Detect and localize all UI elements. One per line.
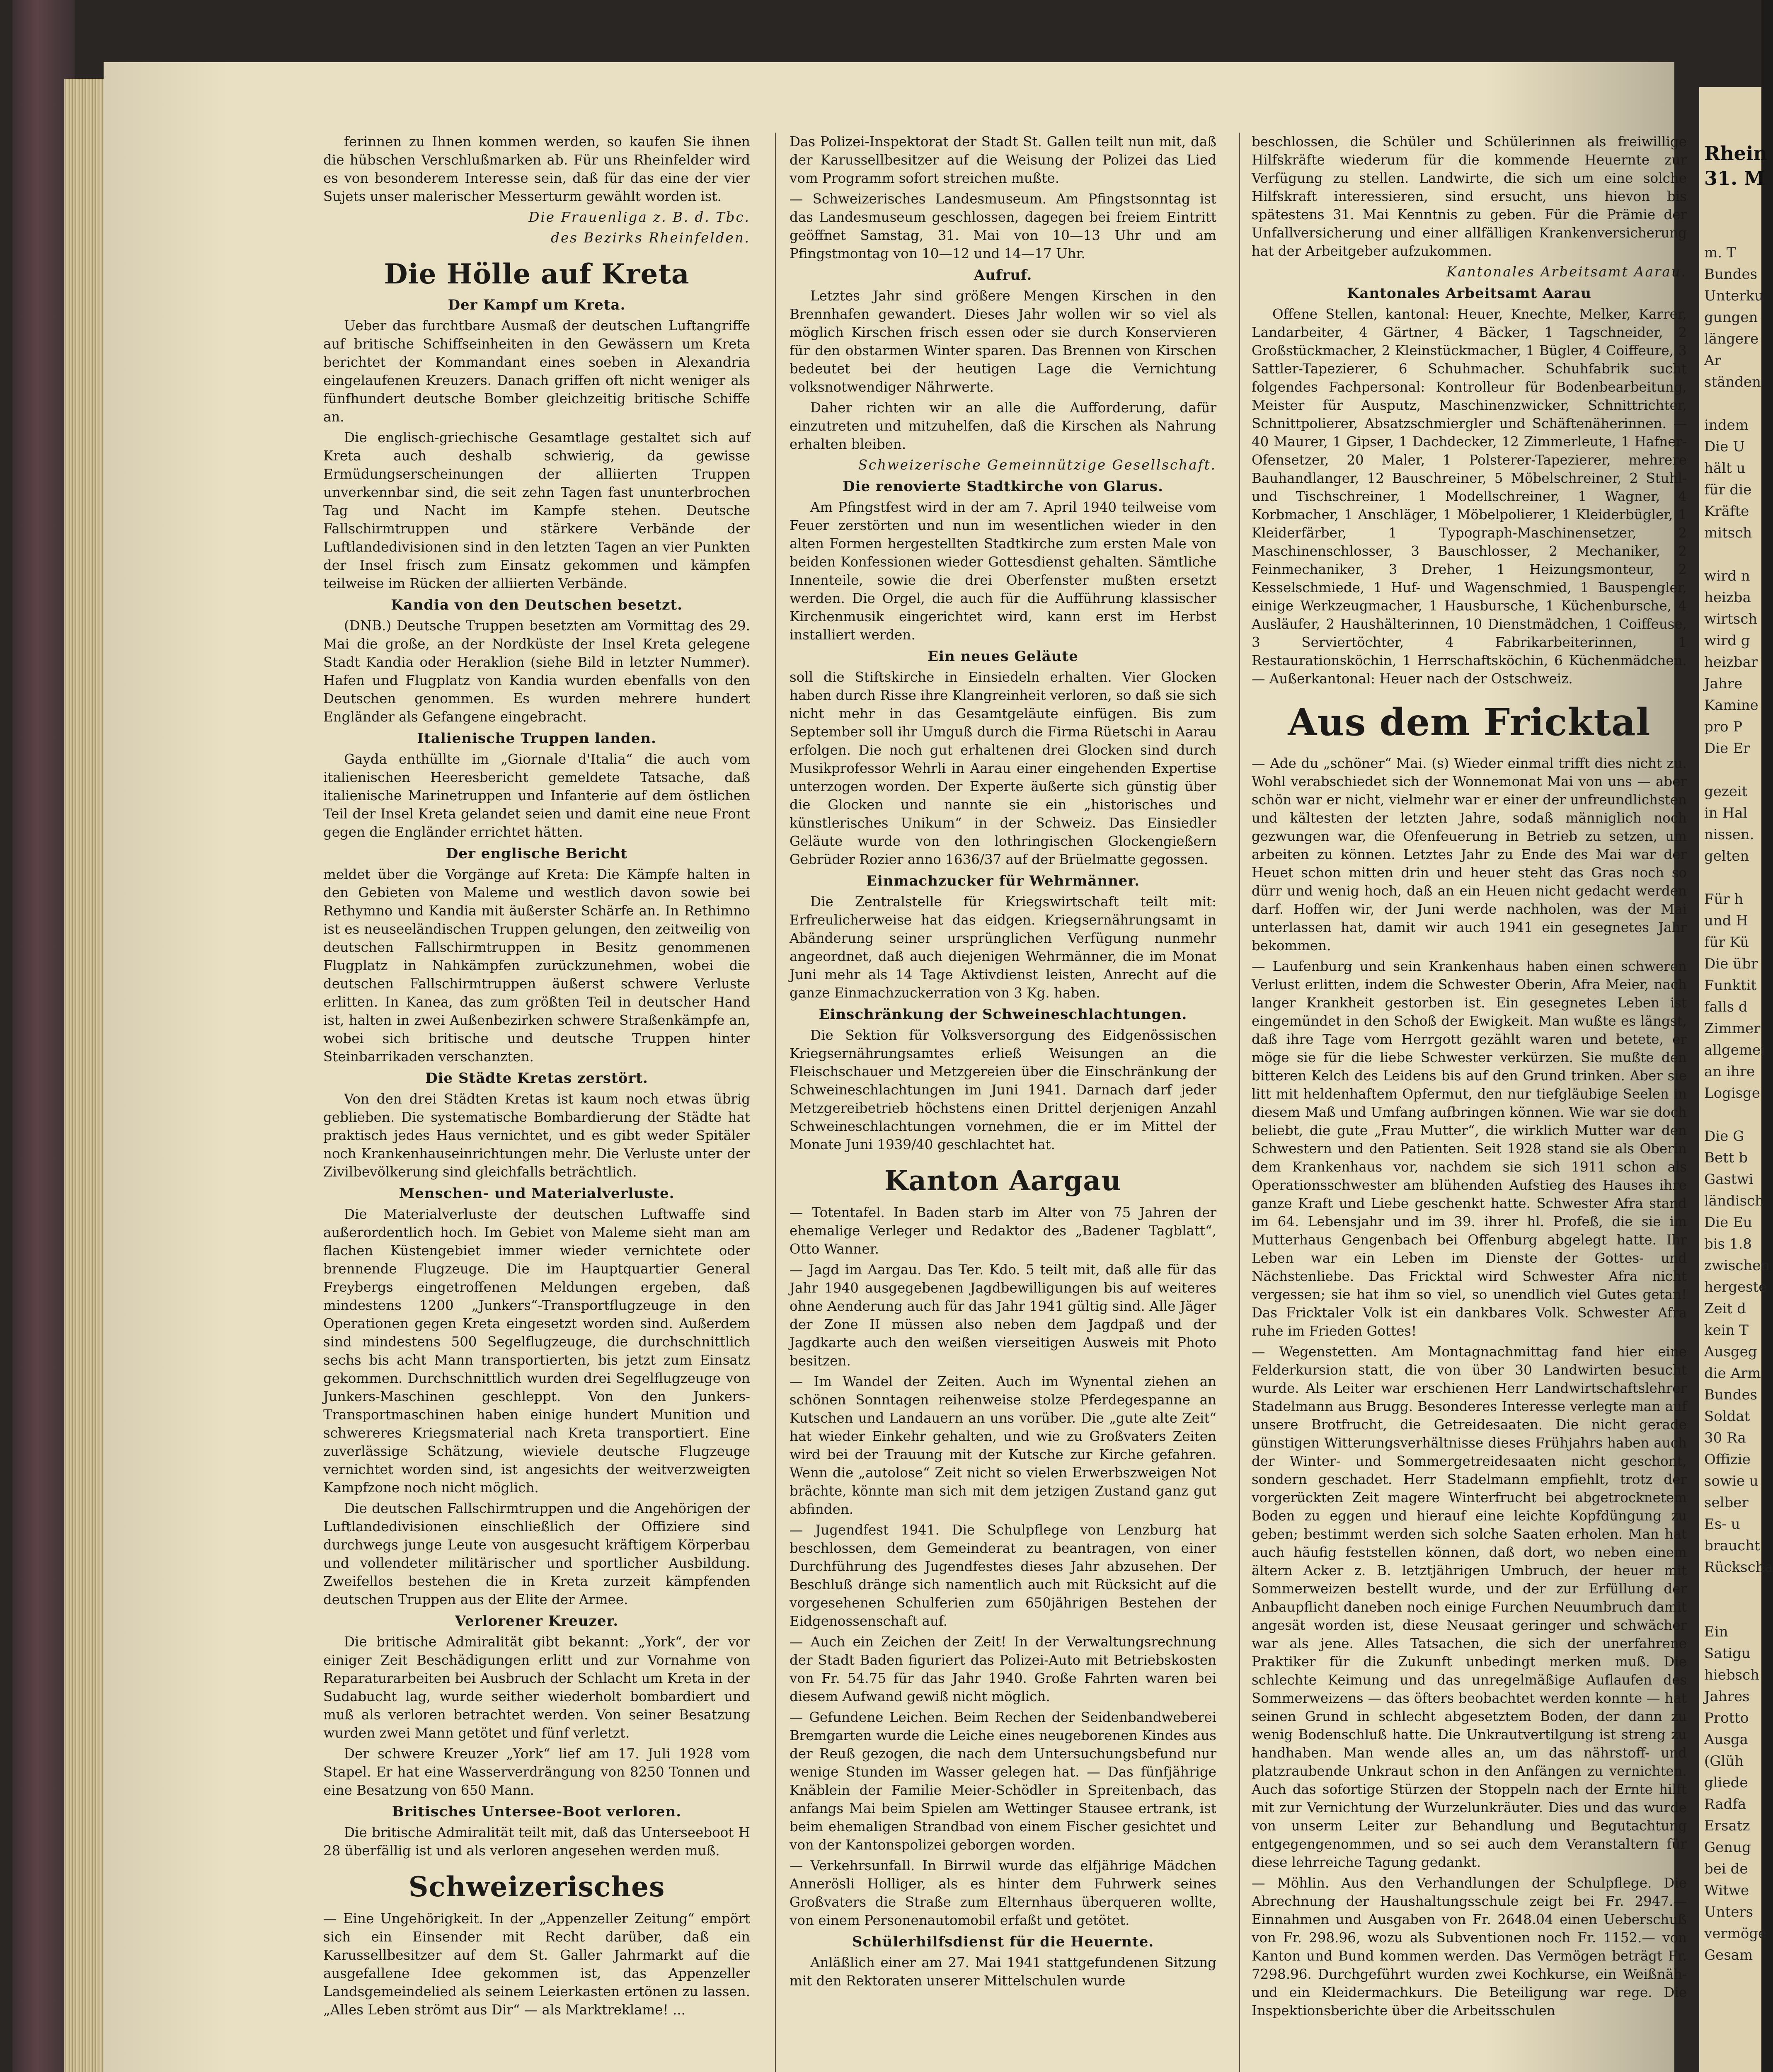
next-page-line: allgemei <box>1704 1042 1766 1058</box>
paragraph: — Verkehrsunfall. In Birrwil wurde das elfjährige Mädchen Annerösli Holliger, als es hinter dem Fuhrwerk seines Großvaters die Straße zum Elternhaus überqueren wollte, von einem Personenautomobil erfaßt und getötet. <box>790 1858 1216 1928</box>
paragraph: Am Pfingstfest wird in der am 7. April 1940 teilweise vom Feuer zerstörten und nun im wesentlichen wieder in den alten Formen hergestellten Stadtkirche zum ersten Male von beiden Konfessionen wieder Gottesdienst gehalten. Sämtliche Innenteile, sowie die drei Oberfenster mußten ersetzt werden. Die Orgel, die auch für die Aufführung klassischer Kirchenmusik eingerichtet wird, kann erst im Herbst installiert werden. <box>790 499 1216 643</box>
next-page-line: Kräfte <box>1704 503 1749 520</box>
next-page-line: bei de <box>1704 1861 1748 1877</box>
next-page-line: für Kü <box>1704 934 1749 951</box>
subheading: Ein neues Geläute <box>928 648 1078 665</box>
column-1 <box>323 133 750 2072</box>
next-page-line: hergeste <box>1704 1279 1767 1295</box>
next-page-line: kein T <box>1704 1322 1749 1339</box>
paragraph: soll die Stiftskirche in Einsiedeln erhalten. Vier Glocken haben durch Risse ihre Klangreinheit verloren, so daß sie sich nicht mehr in das Gesamtgeläute einfügen. Bis zum September soll ihr Umguß durch die Firma Rüetschi in Aarau erfolgen. Die noch gut erhaltenen drei Glocken sind durch Musikprofessor Wehrli in Aarau einer eingehenden Expertise unterzogen worden. Der Experte äußerte sich günstig über die Glocken und nannte sie ein „historisches und künstlerisches Unikum“ in der Schweiz. Das Einsiedler Geläute wurde von den lothringischen Glockengießern Gebrüder Rozier anno 1636/37 auf der Brüelmatte gegossen. <box>790 669 1216 867</box>
next-page-line: Zeit d <box>1704 1300 1746 1317</box>
next-page-line <box>1699 1104 1761 1126</box>
next-page-header-1: Rhein <box>1704 142 1767 165</box>
paragraph: Die Materialverluste der deutschen Luftwaffe sind außerordentlich hoch. Im Gebiet von Maleme sieht man am flachen Küstengebiet immer wieder vernichtete oder brennende Flugzeuge. Die im Hauptquartier General Freybergs eingetroffenen Meldungen ergeben, daß mindestens 1200 „Junkers“-Transportflugzeuge in den Operationen gegen Kreta eingesetzt worden sind. Außerdem sind mindestens 500 Segelflugzeuge, die durchschnittlich sechs bis acht Mann transportierten, bis jetzt zum Einsatz gekommen. Durchschnittlich wurden drei Segelflugzeuge von Junkers-Maschinen geschleppt. Von den Junkers-Transportmaschinen haben einige hundert Munition und schwereres Kriegsmaterial nach Kreta transportiert. Eine zuverlässige Schätzung, wieviele deutsche Flugzeuge vernichtet worden sind, ist angesichts der weitverzweigten Kampfzone noch nicht möglich. <box>323 1206 750 1496</box>
next-page-line: Jahres <box>1704 1688 1750 1705</box>
section-headline: Schweizerisches <box>408 1871 665 1903</box>
paragraph: — Jagd im Aargau. Das Ter. Kdo. 5 teilt mit, daß alle für das Jahr 1940 ausgegebenen Jagdbewilligungen bis auf weiteres ohne Aenderung auch für das Jahr 1941 gültig sind. Alle Jäger der Zone II müssen also neben dem Jagdpaß und der Jagdkarte auch den weißen vierseitigen Ausweis mit Photo besitzen. <box>790 1262 1216 1369</box>
next-page-line: Gesam <box>1704 1947 1753 1963</box>
next-page-line: Radfa <box>1704 1796 1746 1813</box>
next-page-line: heizba <box>1704 589 1751 606</box>
next-page-line: Unters <box>1704 1904 1754 1920</box>
paragraph: Offene Stellen, kantonal: Heuer, Knechte, Melker, Karrer, Landarbeiter, 4 Gärtner, 4 Bäcker, 1 Tagschneider, 2 Großstückmacher, 2 Kleinstückmacher, 1 Bügler, 4 Coiffeure, 3 Sattler-Tapezierer, 6 Schuhmacher. Schuhfabrik sucht folgendes Fachpersonal: Kontrolleur für Bodenbearbeitung, Meister für Ausputz, Maschinenzwicker, Schnittrichter, Schnittpolierer, Absatzschmiergler und Schäftenäherinnen. — 40 Maurer, 1 Gipser, 1 Dachdecker, 12 Zimmerleute, 1 Hafner-Ofensetzer, 20 Maler, 1 Polsterer-Tapezierer, mehrere Bauhandlanger, 12 Bauschreiner, 5 Möbelschreiner, 2 Stuhl- und Tischschreiner, 1 Modellschreiner, 1 Wagner, 4 Korbmacher, 1 Anschläger, 1 Möbelpolierer, 1 Kleiderbügler, 1 Kleiderfärber, 1 Typograph-Maschinensetzer, 2 Maschinenschlosser, 3 Bauschlosser, 2 Mechaniker, 2 Feinmechaniker, 3 Dreher, 1 Heizungsmonteur, 2 Kesselschmiede, 1 Huf- und Wagenschmied, 1 Bauspengler, einige Werkzeugmacher, 1 Hausbursche, 1 Küchenbursche, 4 Ausläufer, 2 Haushälterinnen, 10 Dienstmädchen, 1 Coiffeuse, 3 Serviertöchter, 4 Fabrikarbeiterinnen, 1 Restaurationsköchin, 1 Herrschaftsköchin, 6 Küchenmädchen. — Außerkantonal: Heuer nach der Ostschweiz. <box>1252 306 1687 687</box>
subheading: Schülerhilfsdienst für die Heuernte. <box>852 1934 1154 1950</box>
next-page-line: Bundes <box>1704 266 1758 283</box>
next-page-line: Die U <box>1704 438 1745 455</box>
paragraph: Gayda enthüllte im „Giornale d'Italia“ die auch vom italienischen Heeresbericht gemeldete Tatsache, daß italienische Marinetruppen und Infanterie auf dem östlichen Teil der Insel Kreta gelandet seien und damit eine neue Front gegen die Engländer errichtet hätten. <box>323 751 750 840</box>
subheading: Kantonales Arbeitsamt Aarau <box>1347 285 1592 302</box>
next-page-line: und H <box>1704 913 1749 929</box>
next-page-line: hält u <box>1704 460 1746 477</box>
paragraph: (DNB.) Deutsche Truppen besetzten am Vormittag des 29. Mai die große, an der Nordküste der Insel Kreta gelegene Stadt Kandia oder Heraklion (siehe Bild in letzter Nummer). Hafen und Flugplatz von Kandia wurden ebenfalls von den Deutschen genommen. Es wurden mehrere hundert Engländer als Gefangene eingebracht. <box>323 618 750 725</box>
next-page-line: Witwe <box>1704 1882 1749 1899</box>
next-page-line: hiebsch <box>1704 1667 1760 1683</box>
subheading: Kandia von den Deutschen besetzt. <box>391 597 683 613</box>
next-page-line: Satigu <box>1704 1645 1751 1662</box>
next-page-line: mitsch <box>1704 525 1752 541</box>
paragraph: — Eine Ungehörigkeit. In der „Appenzeller Zeitung“ empört sich ein Einsender mit Recht darüber, daß ein Karussellbesitzer auf dem St. Galler Jahrmarkt auf die ausgefallene Idee gekommen ist, das Appenzeller Landsgemeindelied als seinem Leierkasten ertönen zu lassen. „Alles Leben strömt aus Dir“ — als Marktreklame! ... <box>323 1911 750 2018</box>
next-page-line: Genug <box>1704 1839 1751 1856</box>
next-page-line: gungen <box>1704 309 1758 326</box>
column-2 <box>790 133 1216 2072</box>
paragraph: Die britische Admiralität teilt mit, daß das Unterseeboot H 28 überfällig ist und als verloren angesehen werden muß. <box>323 1825 750 1859</box>
next-page-line: bis 1.8 <box>1704 1236 1752 1252</box>
next-page-line: (Glüh <box>1704 1753 1744 1769</box>
next-page-line: vermöge <box>1704 1925 1767 1942</box>
paragraph: — Schweizerisches Landesmuseum. Am Pfingstsonntag ist das Landesmuseum geschlossen, dagegen bei freiem Eintritt geöffnet Samstag, 31. Mai von 10—13 Uhr und am Pfingstmontag von 10—12 und 14—17 Uhr. <box>790 191 1216 261</box>
page-edges <box>64 79 110 2072</box>
next-page-line: nissen. <box>1704 826 1754 843</box>
section-headline: Kanton Aargau <box>884 1164 1122 1197</box>
paragraph: Die Zentralstelle für Kriegswirtschaft teilt mit: Erfreulicherweise hat das eidgen. Kriegsernährungsamt in Abänderung seiner ursprünglichen Verfügung nunmehr angeordnet, daß auch diejenigen Wehrmänner, die im Monat Juni mehr als 14 Tage Aktivdienst leisten, Anrecht auf die ganze Einmachzuckerration von 3 Kg. haben. <box>790 894 1216 1001</box>
next-page-line <box>1699 1600 1761 1621</box>
column-rule-2 <box>1239 133 1240 2072</box>
paragraph: Der schwere Kreuzer „York“ lief am 17. Juli 1928 vom Stapel. Er hat eine Wasserverdrängung von 8250 Tonnen und eine Besatzung von 650 Mann. <box>323 1746 750 1798</box>
subheading: Britisches Untersee-Boot verloren. <box>392 1803 682 1820</box>
paragraph: beschlossen, die Schüler und Schülerinnen als freiwillige Hilfskräfte wiederum für die kommende Heuernte zur Verfügung zu stellen. Landwirte, die sich um eine solche Hilfskraft interessieren, sind ersucht, uns hievon bis spätestens 31. Mai Kenntnis zu geben. Für die Prämie der Unfallversicherung und einer allfälligen Krankenversicherung hat der Arbeitgeber aufzukommen. <box>1252 134 1687 259</box>
next-page-line: 30 Ra <box>1704 1430 1746 1446</box>
next-page-line: an ihre <box>1704 1063 1755 1080</box>
subheading: Der englische Bericht <box>446 845 628 862</box>
next-page-header-2: 31. M <box>1704 167 1765 189</box>
next-page-line: gezeit <box>1704 783 1748 800</box>
paragraph: — Auch ein Zeichen der Zeit! In der Verwaltungsrechnung der Stadt Baden figuriert das Polizei-Auto mit Betriebskosten von Fr. 54.75 für das Jahr 1940. Große Fahrten waren bei diesem Aufwand gewiß nicht möglich. <box>790 1634 1216 1704</box>
paragraph: — Laufenburg und sein Krankenhaus haben einen schweren Verlust erlitten, indem die Schwester Oberin, Afra Meier, nach langer Krankheit gestorben ist. Ein gesegnetes Leben ist eingemündet in den Schoß der Ewigkeit. Man wußte es längst, daß ihre Tage vom Herrgott gezählt waren und betete, er möge sie für die liebe Schwester verkürzen. Sie mußte den bitteren Kelch des Leidens bis auf den Grund trinken. Aber sie litt mit heldenhaftem Opfermut, den nur tiefgläubige Seelen in diesem Maß und Umfang aufbringen können. Wie war sie doch beliebt, die gute „Frau Mutter“, die wirklich Mutter war den Schwestern und den Patienten. Seit 1928 stand sie als Oberin dem Krankenhaus vor, nachdem sie sich 1911 schon als Operationsschwester am blühenden Aufstieg des Hauses ihre ganze Kraft und Liebe geschenkt hatte. Schwester Afra stand im 64. Lebensjahr und im 39. ihrer hl. Profeß, die sie im Mutterhaus Gengenbach bei Offenburg abgelegt hatte. Ihr Leben war ein Leben im Dienste der Gottes- und Nächstenliebe. Das Fricktal wird Schwester Afra nicht vergessen; sie hat ihm so viel, so unendlich viel Gutes getan! Das Fricktaler Volk ist ein dankbares Volk. Schwester Afra ruhe im Frieden Gottes! <box>1252 959 1687 1339</box>
signature: Kantonales Arbeitsamt Aarau. <box>1446 264 1687 280</box>
column-3 <box>1252 133 1687 2072</box>
subheading: Aufruf. <box>974 267 1032 283</box>
next-page-line: Gastwi <box>1704 1171 1754 1188</box>
paragraph: Die englisch-griechische Gesamtlage gestaltet sich auf Kreta auch deshalb schwierig, da gewisse Ermüdungserscheinungen der alliierten Truppen unverkennbar sind, die seit zehn Tagen fast ununterbrochen Tag und Nacht im Kampfe stehen. Deutsche Fallschirmtruppen und stärkere Verbände der Luftlandedivisionen sind in den letzten Tagen an vier Punkten der Insel frisch zum Einsatz gekommen und kämpfen teilweise im Rücken der alliierten Verbände. <box>323 430 750 591</box>
next-page-line: falls d <box>1704 999 1748 1015</box>
subheading: Einmachzucker für Wehrmänner. <box>866 873 1140 889</box>
paragraph: — Möhlin. Aus den Verhandlungen der Schulpflege. Die Abrechnung der Haushaltungsschule zeigt bei Fr. 2947.— Einnahmen und Ausgaben von Fr. 2648.04 einen Ueberschuß von Fr. 298.96, wozu als Subventionen noch Fr. 1152.— von Kanton und Bund kommen werden. Das Vermögen beträgt Fr. 7298.96. Durchgeführt wurden zwei Kochkurse, ein Weißnäh- und ein Kleidermachkurs. Die Beteiligung war rege. Die Inspektionsberichte über die Arbeitsschulen <box>1252 1875 1687 2019</box>
next-page-line: Ar <box>1704 352 1721 369</box>
next-page-line: gliede <box>1704 1774 1748 1791</box>
section-headline: Aus dem Fricktal <box>1288 700 1651 744</box>
next-page-line: Jahre <box>1704 675 1743 692</box>
next-page-line: für die <box>1704 482 1752 498</box>
next-page-line: indem <box>1704 417 1749 433</box>
subheading: Die renovierte Stadtkirche von Glarus. <box>843 478 1163 495</box>
next-page-line: gelten <box>1704 848 1749 864</box>
paragraph: Ueber das furchtbare Ausmaß der deutschen Luftangriffe auf britische Schiffseinheiten in den Gewässern um Kreta berichtet der Kommandant eines soeben in Alexandria eingelaufenen Kreuzers. Danach griffen oft nicht weniger als fünfhundert deutsche Bomber gleichzeitig britische Schiffe an. <box>323 318 750 425</box>
paragraph: — Ade du „schöner“ Mai. (s) Wieder einmal trifft dies nicht zu. Wohl verabschiedet sich der Wonnemonat Mai von uns — aber schön war er nicht, vielmehr war er einer der unfreundlichsten und kältesten der letzten Jahre, sodaß männiglich noch gezwungen war, die Ofenfeuerung in Betrieb zu setzen, um arbeiten zu können. Letztes Jahr zu Ende des Mai war der Heuet schon mitten drin und heuer steht das Gras noch so dürr und wenig hoch, daß an ein Heuen nicht gedacht werden darf. Hoffen wir, der Juni werde nachholen, was der Mai unterlassen hat, damit wir auch 1941 ein gesegnetes Jahr bekommen. <box>1252 755 1687 954</box>
paragraph: — Jugendfest 1941. Die Schulpflege von Lenzburg hat beschlossen, dem Gemeinderat zu beantragen, von einer Durchführung des Jugendfestes dieses Jahr abzusehen. Der Beschluß dränge sich namentlich auch mit Rücksicht auf die vorgesehenen Schulferien zum 650jährigen Bestehen der Eidgenossenschaft auf. <box>790 1522 1216 1629</box>
next-page-line: Ein <box>1704 1624 1728 1640</box>
next-page-line: Die G <box>1704 1128 1744 1145</box>
next-page-line: m. T <box>1704 244 1736 261</box>
next-page-line: Kamine <box>1704 697 1758 714</box>
next-page-line: Die Er <box>1704 740 1750 757</box>
next-page-line: Logisge <box>1704 1085 1761 1101</box>
next-page-line: Rückscha <box>1704 1559 1773 1576</box>
paragraph: Die britische Admiralität gibt bekannt: „York“, der vor einiger Zeit Beschädigungen erlitt und zur Vornahme von Reparaturarbeiten bei Ausbruch der Schlacht um Kreta in der Sudabucht lag, wurde seither wiederholt bombardiert und muß als verloren betrachtet werden. Von seiner Besatzung wurden zwei Mann getötet und fünf verletzt. <box>323 1634 750 1741</box>
next-page-line: Protto <box>1704 1710 1749 1726</box>
paragraph: Die Sektion für Volksversorgung des Eidgenössischen Kriegsernährungsamtes erließ Weisungen an die Fleischschauer und Metzgereien über die Einschränkung der Schweineschlachtungen im Juni 1941. Darnach darf jeder Metzgereibetrieb höchstens einen Drittel derjenigen Anzahl Schweineschlachtungen vornehmen, die er im Mittel der Monate Juni 1939/40 geschlachtet hat. <box>790 1027 1216 1152</box>
next-page-line <box>1699 867 1761 888</box>
next-page-line: in Hal <box>1704 805 1748 821</box>
article-headline: Die Hölle auf Kreta <box>384 258 690 290</box>
next-page-line: Soldat <box>1704 1408 1750 1425</box>
next-page-line: Funktit <box>1704 977 1757 994</box>
paragraph: — Totentafel. In Baden starb im Alter von 75 Jahren der ehemalige Verleger und Redaktor des „Badener Tagblatt“, Otto Wanner. <box>790 1205 1216 1257</box>
signature: Schweizerische Gemeinnützige Gesellschaft. <box>858 457 1216 473</box>
signature: Die Frauenliga z. B. d. Tbc. <box>528 209 750 225</box>
paragraph: — Wegenstetten. Am Montagnachmittag fand hier eine Felderkursion statt, die von über 30 Landwirten besucht wurde. Als Leiter war erschienen Herr Landwirtschaftslehrer Stadelmann aus Brugg. Besonderes Interesse verlegte man auf unsere Brotfrucht, die Getreidesaaten. Die nicht gerade günstigen Witterungsverhältnisse dieses Frühjahrs haben auch der Winter- und Sommergetreidesaaten nicht geschont, sondern geschadet. Herr Stadelmann empfiehlt, trotz der vorgerückten Zeit magere Winterfrucht bei abgetrocknetem Boden zu eggen und hierauf eine leichte Kopfdüngung zu geben; bestimmt werden sich solche Saaten erholen. Man hat auch häufig feststellen können, daß dort, wo neben einem ältern Acker z. B. letztjährigen Umbruch, der heuer mit Sommerweizen bestellt wurde, und der zur Erfüllung der Anbaupflicht daneben noch einige Furchen Neuumbruch damit angesät worden ist, diese Neusaat geringer und schwächer war als jene. Alles Tatsachen, die sich der unerfahrene Praktiker für die Zukunft unbedingt merken muß. Die schlechte Keimung und das unregelmäßige Auflaufen des Sommerweizens — das öfters beobachtet werden konnte — hat seinen Grund in schlecht abgesetztem Boden, der dann zu wenig Bodenschluß hatte. Die Unkrautvertilgung ist streng zu handhaben. Man wende alles an, um das nährstoff- und platzraubende Unkraut schon in den Anfängen zu vernichten. Auch das sofortige Stürzen der Stoppeln nach der Ernte hilft mit zur Vernichtung der Wurzelunkräuter. Dies und das wurde von unserm Leiter zur Behandlung und Begutachtung entgegengenommen, und so sei auch dem Veranstaltern für diese lehrreiche Tagung gedankt. <box>1252 1344 1687 1870</box>
next-page-line: Bett b <box>1704 1150 1748 1166</box>
next-page-line: ländisch <box>1704 1193 1764 1209</box>
next-page-line <box>1699 220 1761 242</box>
next-page-lines <box>1699 199 1773 1966</box>
next-page-line: zwischen <box>1704 1257 1770 1274</box>
next-page-line: Ausgeg <box>1704 1343 1757 1360</box>
next-page-line: Ausga <box>1704 1731 1748 1748</box>
next-page-line: Offizie <box>1704 1451 1751 1468</box>
next-page-line: braucht <box>1704 1537 1760 1554</box>
paragraph: Die deutschen Fallschirmtruppen und die Angehörigen der Luftlandedivisionen einschließlich der Offiziere sind durchwegs junge Leute von ausgesucht kräftigem Körperbau und vollendeter militärischer und sportlicher Ausbildung. Zweifellos bestehen die in Kreta zurzeit kämpfenden deutschen Truppen aus der Elite der Armee. <box>323 1501 750 1607</box>
paragraph: — Im Wandel der Zeiten. Auch im Wynental ziehen an schönen Sonntagen reihenweise stolze Pferdegespanne an Kutschen und Landauern an uns vorüber. Die „gute alte Zeit“ hat wieder Einkehr gehalten, und wie zu Großvaters Zeiten wird bei der Trauung mit der Kutsche zur Kirche gefahren. Wenn die „autolose“ Zeit nicht so vielen Erwerbszweigen Not brächte, könnte man sich mit dem jetzigen Zustand ganz gut abfinden. <box>790 1374 1216 1517</box>
paragraph: Anläßlich einer am 27. Mai 1941 stattgefundenen Sitzung mit den Rektoraten unserer Mittelschulen wurde <box>790 1955 1216 1989</box>
next-page-line: pro P <box>1704 719 1743 735</box>
subheading: Verlorener Kreuzer. <box>455 1613 619 1629</box>
next-page-line: wird g <box>1704 632 1750 649</box>
next-page-line: Unterku <box>1704 288 1764 304</box>
paragraph: Daher richten wir an alle die Aufforderung, dafür einzutreten und mitzuhelfen, daß die Kirschen als Nahrung erhalten bleiben. <box>790 400 1216 452</box>
next-page-line <box>1699 393 1761 414</box>
next-page-line <box>1699 1578 1761 1600</box>
paragraph: meldet über die Vorgänge auf Kreta: Die Kämpfe halten in den Gebieten von Maleme und westlich davon sowie bei Rethymno und Kandia mit äußerster Schärfe an. In Rethimno ist es neuseeländischen Truppen gelungen, den zeitweilig von deutschen Fallschirmtruppen in Besitz genommenen Flugplatz in Nahkämpfen zurückzunehmen, wobei die deutschen Fallschirmtruppen äußerst schwere Verluste erlitten. In Kanea, das zum größten Teil in deutscher Hand ist, halten in zwei Außenbezirken schwere Straßenkämpfe an, wobei sich britische und deutsche Truppen hinter Steinbarrikaden verschanzten. <box>323 867 750 1065</box>
next-page-line: längere <box>1704 331 1759 347</box>
subheading: Menschen- und Materialverluste. <box>399 1185 675 1202</box>
subheading: Italienische Truppen landen. <box>417 730 656 747</box>
next-page-line: Die übr <box>1704 956 1758 972</box>
column-rule-1 <box>775 133 776 2072</box>
paragraph: Letztes Jahr sind größere Mengen Kirschen in den Brennhafen gewandert. Dieses Jahr wollen wir so viel als möglich Kirschen frisch essen oder sie durch Konservieren für den obstarmen Winter sparen. Das Brennen von Kirschen bedeutet bei der heutigen Lage die Vernichtung volksnotwendiger Nährwerte. <box>790 288 1216 395</box>
next-page-line <box>1699 544 1761 565</box>
paragraph: ferinnen zu Ihnen kommen werden, so kaufen Sie ihnen die hübschen Verschlußmarken ab. Für uns Rheinfelder wird es von besonderem Interesse sein, daß für das eine der vier Sujets unser malerischer Messerturm gewählt worden ist. <box>323 134 750 204</box>
subheading: Der Kampf um Kreta. <box>448 297 626 313</box>
next-page-line: wird n <box>1704 568 1750 584</box>
next-page-line: ständen <box>1704 374 1761 390</box>
next-page-line <box>1699 199 1761 220</box>
paragraph: Das Polizei-Inspektorat der Stadt St. Gallen teilt nun mit, daß der Karussellbesitzer auf die Weisung der Polizei das Lied vom Programm sofort streichen mußte. <box>790 134 1216 186</box>
next-page-line: Es- u <box>1704 1516 1740 1532</box>
signature: des Bezirks Rheinfelden. <box>551 230 750 246</box>
next-page-line: heizbar <box>1704 654 1758 670</box>
paragraph: Von den drei Städten Kretas ist kaum noch etwas übrig geblieben. Die systematische Bombardierung der Städte hat praktisch jedes Haus vernichtet, und es gibt weder Spitäler noch Krankenhauseinrichtungen mehr. Die Verluste unter der Zivilbevölkerung sind gleichfalls beträchtlich. <box>323 1091 750 1180</box>
next-page-line: Ersatz <box>1704 1818 1750 1834</box>
next-page-line: Die Eu <box>1704 1214 1752 1231</box>
next-page-line: Bundes <box>1704 1387 1758 1403</box>
next-page-line: wirtsch <box>1704 611 1758 627</box>
next-page-line: Für h <box>1704 891 1744 908</box>
next-page-line: Zimmer <box>1704 1020 1761 1037</box>
next-page-line: sowie u <box>1704 1473 1758 1489</box>
next-page-line: die Arm <box>1704 1365 1761 1382</box>
subheading: Die Städte Kretas zerstört. <box>425 1070 648 1087</box>
subheading: Einschränkung der Schweineschlachtungen. <box>819 1006 1187 1023</box>
next-page-line: selber <box>1704 1494 1749 1511</box>
next-page-line <box>1699 759 1761 781</box>
paragraph: — Gefundene Leichen. Beim Rechen der Seidenbandweberei Bremgarten wurde die Leiche eines neugeborenen Kindes aus der Reuß gezogen, die nach dem Untersuchungsbefund nur wenige Stunden im Wasser gelegen hat. — Das fünfjährige Knäblein der Familie Meier-Schödler in Spreitenbach, das anfangs Mai beim Spielen am Wettinger Stausee ertrank, ist beim ehemaligen Strandbad von einem Fischer gesichtet und von der Kantonspolizei geborgen worden. <box>790 1709 1216 1853</box>
next-page-fragment <box>1699 87 1773 2072</box>
